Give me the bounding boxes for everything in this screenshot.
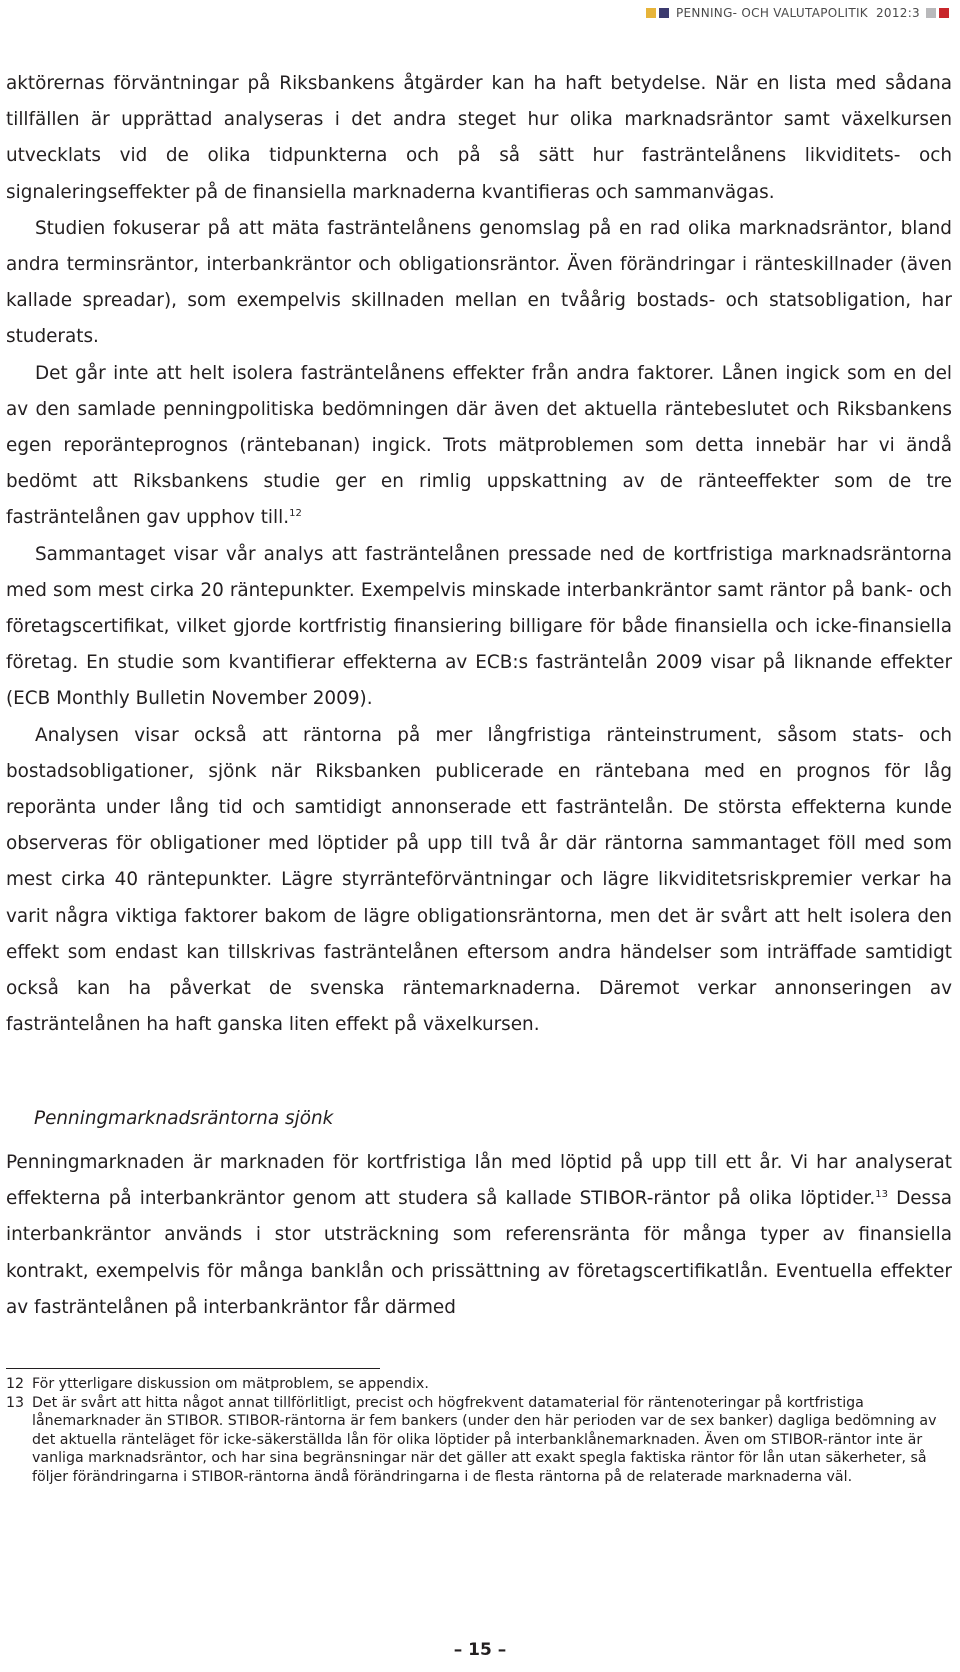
- section-heading: Penningmarknadsräntorna sjönk: [34, 1108, 334, 1129]
- paragraph-text: Det går inte att helt isolera fasträntelånens effekter från andra faktorer. Lånen ingick som en del av den samlade penningpolitiska bedömningen där även det aktuella räntebeslutet och Riksbankens egen reporänteprognos (räntebanan) ingick. Trots mätproblemen som detta innebär har vi ändå bedömt att Riksbankens studie ger en rimlig uppskattning av de ränteeffekter som de tre fasträntelånen gav upphov till.: [6, 362, 952, 529]
- page-number: – 15 –: [453, 1640, 507, 1660]
- footnote-text: För ytterligare diskussion om mätproblem, se appendix.: [32, 1376, 429, 1392]
- paragraph: aktörernas förväntningar på Riksbankens åtgärder kan ha haft betydelse. När en lista med sådana tillfällen är upprättad analyseras i det andra steget hur olika marknadsräntor samt växelkursen utvecklats vid de olika tidpunkterna och på så sätt hur fasträntelånens likviditets- och signaleringseffekter på de finansiella marknaderna kvantifieras och sammanvägas.: [6, 73, 952, 203]
- paragraph: Studien fokuserar på att mäta fasträntelånens genomslag på en rad olika marknadsräntor, bland andra terminsräntor, interbankräntor och obligationsräntor. Även förändringar i ränteskillnader (även kallade spreadar), som exempelvis skillnaden mellan en tvåårig bostads- och statsobligation, har studerats.: [6, 217, 952, 348]
- navy-square-icon: [659, 8, 669, 18]
- footnote-number: 12: [6, 1376, 25, 1392]
- paragraph: [6, 356, 952, 537]
- paragraph: [6, 1145, 952, 1326]
- gold-square-icon: [646, 8, 656, 18]
- footnote: [6, 1394, 952, 1487]
- footnote-number: 13: [6, 1394, 25, 1411]
- paragraph-text: Dessa interbankräntor används i stor utsträckning som referensränta för många typer av finansiella kontrakt, exempelvis för många banklån och prissättning av företagscertifikatlån. Eventuella effekter av fasträntelånen på interbankräntor får därmed: [6, 1188, 952, 1318]
- footnote-ref: 13: [875, 1189, 888, 1201]
- footnote-text: Det är svårt att hitta något annat tillförlitligt, precist och högfrekvent datamaterial för räntenoteringar på kortfristiga lånemarknader än STIBOR. STIBOR-räntorna är fem bankers (under den här perioden var de sex banker) dagliga bedömning av det aktuella ränteläget för icke-säkerställda lån för olika löptider på interbanklånemarknaden. Även om STIBOR-räntor inte är vanliga marknadsräntor, och har sina begränsningar när det gäller att exakt spegla faktiska räntor för lån utan säkerheter, så följer förändringarna i STIBOR-räntorna ändå förändringarna i de flesta räntorna på de relaterade marknaderna väl.: [32, 1394, 937, 1485]
- footnote-ref: 12: [289, 508, 302, 520]
- paragraph-text: Penningmarknaden är marknaden för kortfristiga lån med löptid på upp till ett år. Vi har analyserat effekterna på interbankräntor genom att studera så kallade STIBOR-räntor på olika löptider.: [6, 1152, 952, 1210]
- paragraph: Sammantaget visar vår analys att fasträntelånen pressade ned de kortfristiga marknadsräntorna med som mest cirka 20 räntepunkter. Exempelvis minskade interbankräntor samt räntor på bank- och företagscertifikat, vilket gjorde kortfristig finansiering billigare för både finansiella och icke-finansiella företag. En studie som kvantifierar effekterna av ECB:s fasträntelån 2009 visar på liknande effekter (ECB Monthly Bulletin November 2009).: [6, 543, 952, 710]
- body-text: [6, 66, 952, 1043]
- footnotes: [6, 1375, 952, 1487]
- paragraph: Analysen visar också att räntorna på mer långfristiga ränteinstrument, såsom stats- och bostadsobligationer, sjönk när Riksbanken publicerade en räntebana med en prognos för låg reporänta under lång tid och samtidigt annonserade ett fasträntelån. De största effekterna kunde observeras för obligationer med löptider på upp till två år där räntorna sammantaget föll med som mest cirka 40 räntepunkter. Lägre styrränteförväntningar och lägre likviditetsriskpremier verkar ha varit några viktiga faktorer bakom de lägre obligationsräntorna, men det är svårt att helt isolera den effekt som endast kan tillskrivas fasträntelånen eftersom andra händelser som inträffade samtidigt också kan ha påverkat de svenska räntemarknaderna. Däremot verkar annonseringen av fasträntelånen ha haft ganska liten effekt på växelkursen.: [6, 724, 952, 1036]
- section-body: [6, 1145, 952, 1326]
- red-square-icon: [939, 8, 949, 18]
- grey-square-icon: [926, 8, 936, 18]
- footnote-divider: [6, 1368, 380, 1369]
- publication-issue: 2012:3: [875, 6, 920, 20]
- publication-section: PENNING- OCH VALUTAPOLITIK: [676, 6, 868, 20]
- running-header: [646, 6, 952, 20]
- footnote: [6, 1375, 952, 1394]
